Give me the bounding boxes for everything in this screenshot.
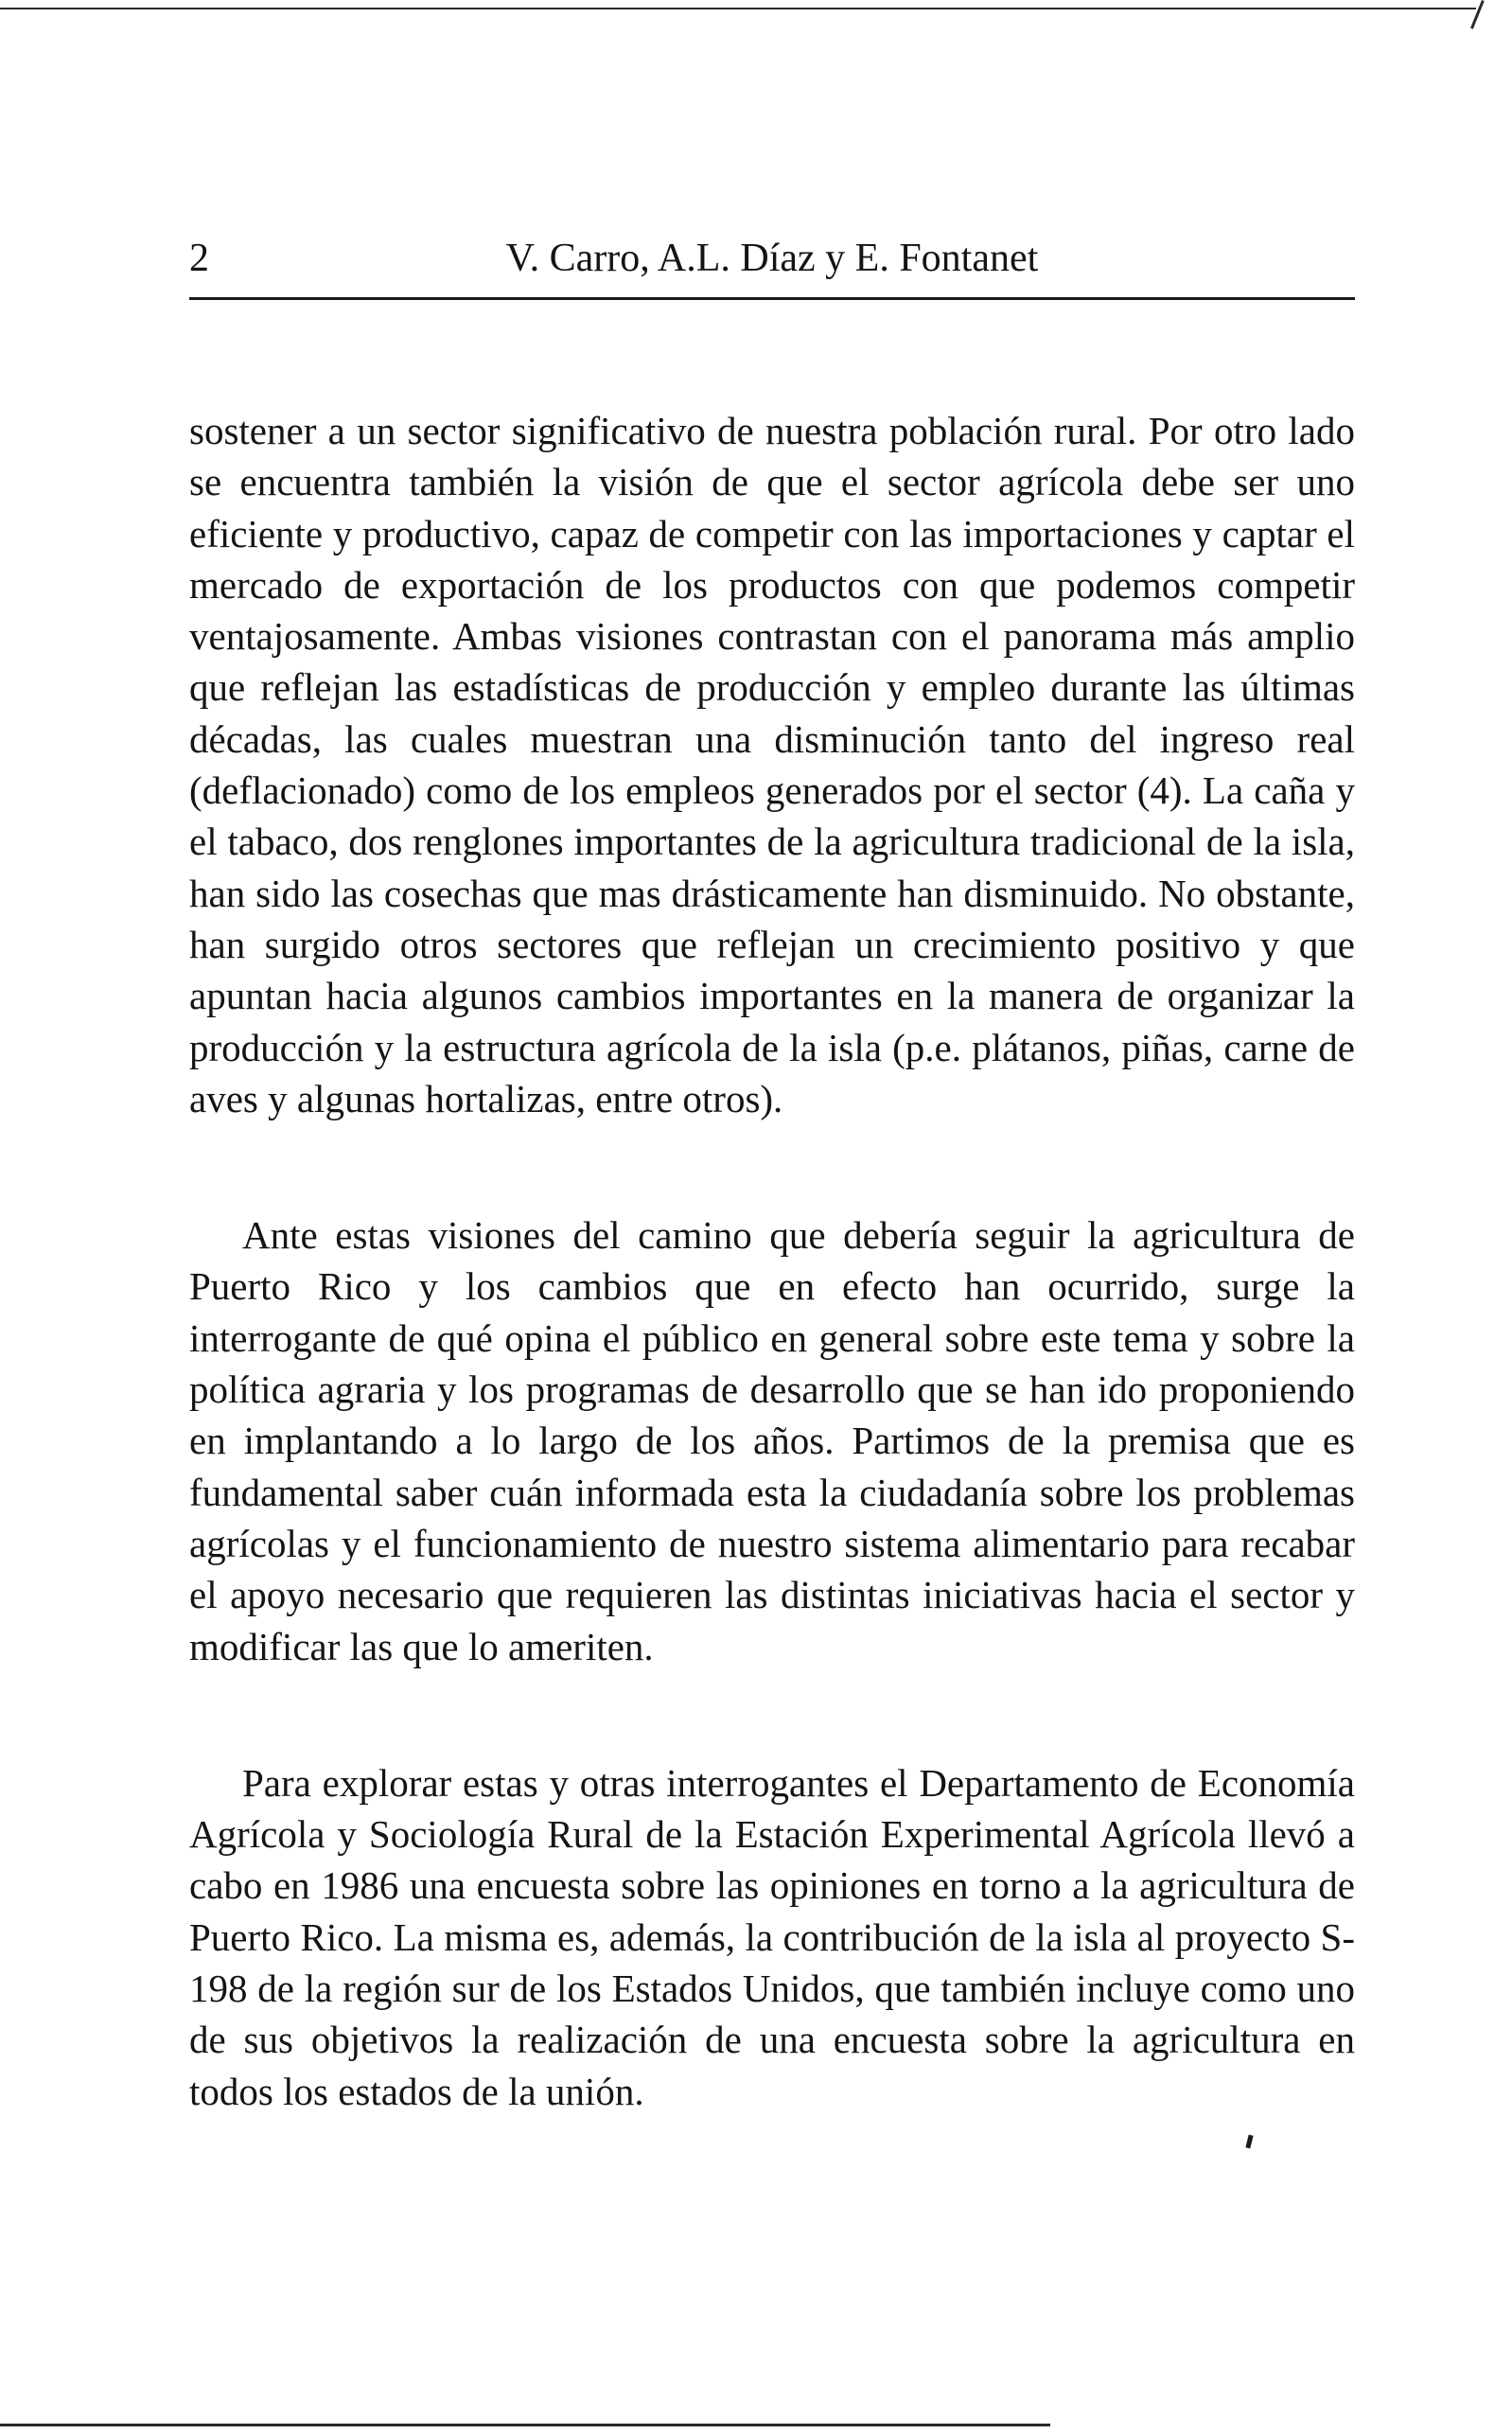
paragraph-1: sostener a un sector significativo de nuestra población rural. Por otro lado se encuentra también la visión de que el sector agrícola debe ser uno eficiente y productivo, capaz de competir con las importaciones y captar el mercado de exportación de los productos con que podemos competir ventajosamente. Ambas visiones contrastan con el panorama más amplio que reflejan las estadísticas de producción y empleo durante las últimas décadas, las cuales muestran una disminución tanto del ingreso real (deflacionado) como de los empleos generados por el sector (4). La caña y el tabaco, dos renglones importantes de la agricultura tradicional de la isla, han sido las cosechas que mas drásticamente han disminuido. No obstante, han surgido otros sectores que reflejan un crecimiento positivo y que apuntan hacia algunos cambios importantes en la manera de organizar la producción y la estructura agrícola de la isla (p.e. plátanos, piñas, carne de aves y algunas hortalizas, entre otros). (189, 409, 1355, 1120)
page-number: 2 (189, 237, 209, 280)
scan-corner-mark (1470, 0, 1485, 29)
running-title: V. Carro, A.L. Díaz y E. Fontanet (505, 237, 1039, 280)
stray-ink-mark (1245, 2135, 1253, 2149)
header-rule (189, 297, 1355, 300)
scan-top-edge-line (0, 8, 1476, 9)
scan-bottom-edge-line (0, 2424, 1050, 2426)
running-header (189, 229, 1355, 288)
body-text (189, 405, 1355, 2117)
paragraph-2: Ante estas visiones del camino que debería seguir la agricultura de Puerto Rico y los cambios que en efecto han ocurrido, surge la interrogante de qué opina el público en general sobre este tema y sobre la política agraria y los programas de desarrollo que se han ido proponiendo en implantando a lo largo de los años. Partimos de la premisa que es fundamental saber cuán informada esta la ciudadanía sobre los problemas agrícolas y el funcionamiento de nuestro sistema alimentario para recabar el apoyo necesario que requieren las distintas iniciativas hacia el sector y modificar las que lo ameriten. (189, 1213, 1355, 1668)
paragraph-3: Para explorar estas y otras interrogantes el Departamento de Economía Agrícola y Sociología Rural de la Estación Experimental Agrícola llevó a cabo en 1986 una encuesta sobre las opiniones en torno a la agricultura de Puerto Rico. La misma es, además, la contribución de la isla al proyecto S-198 de la región sur de los Estados Unidos, que también incluye como uno de sus objetivos la realización de una encuesta sobre la agricultura en todos los estados de la unión. (189, 1760, 1355, 2113)
